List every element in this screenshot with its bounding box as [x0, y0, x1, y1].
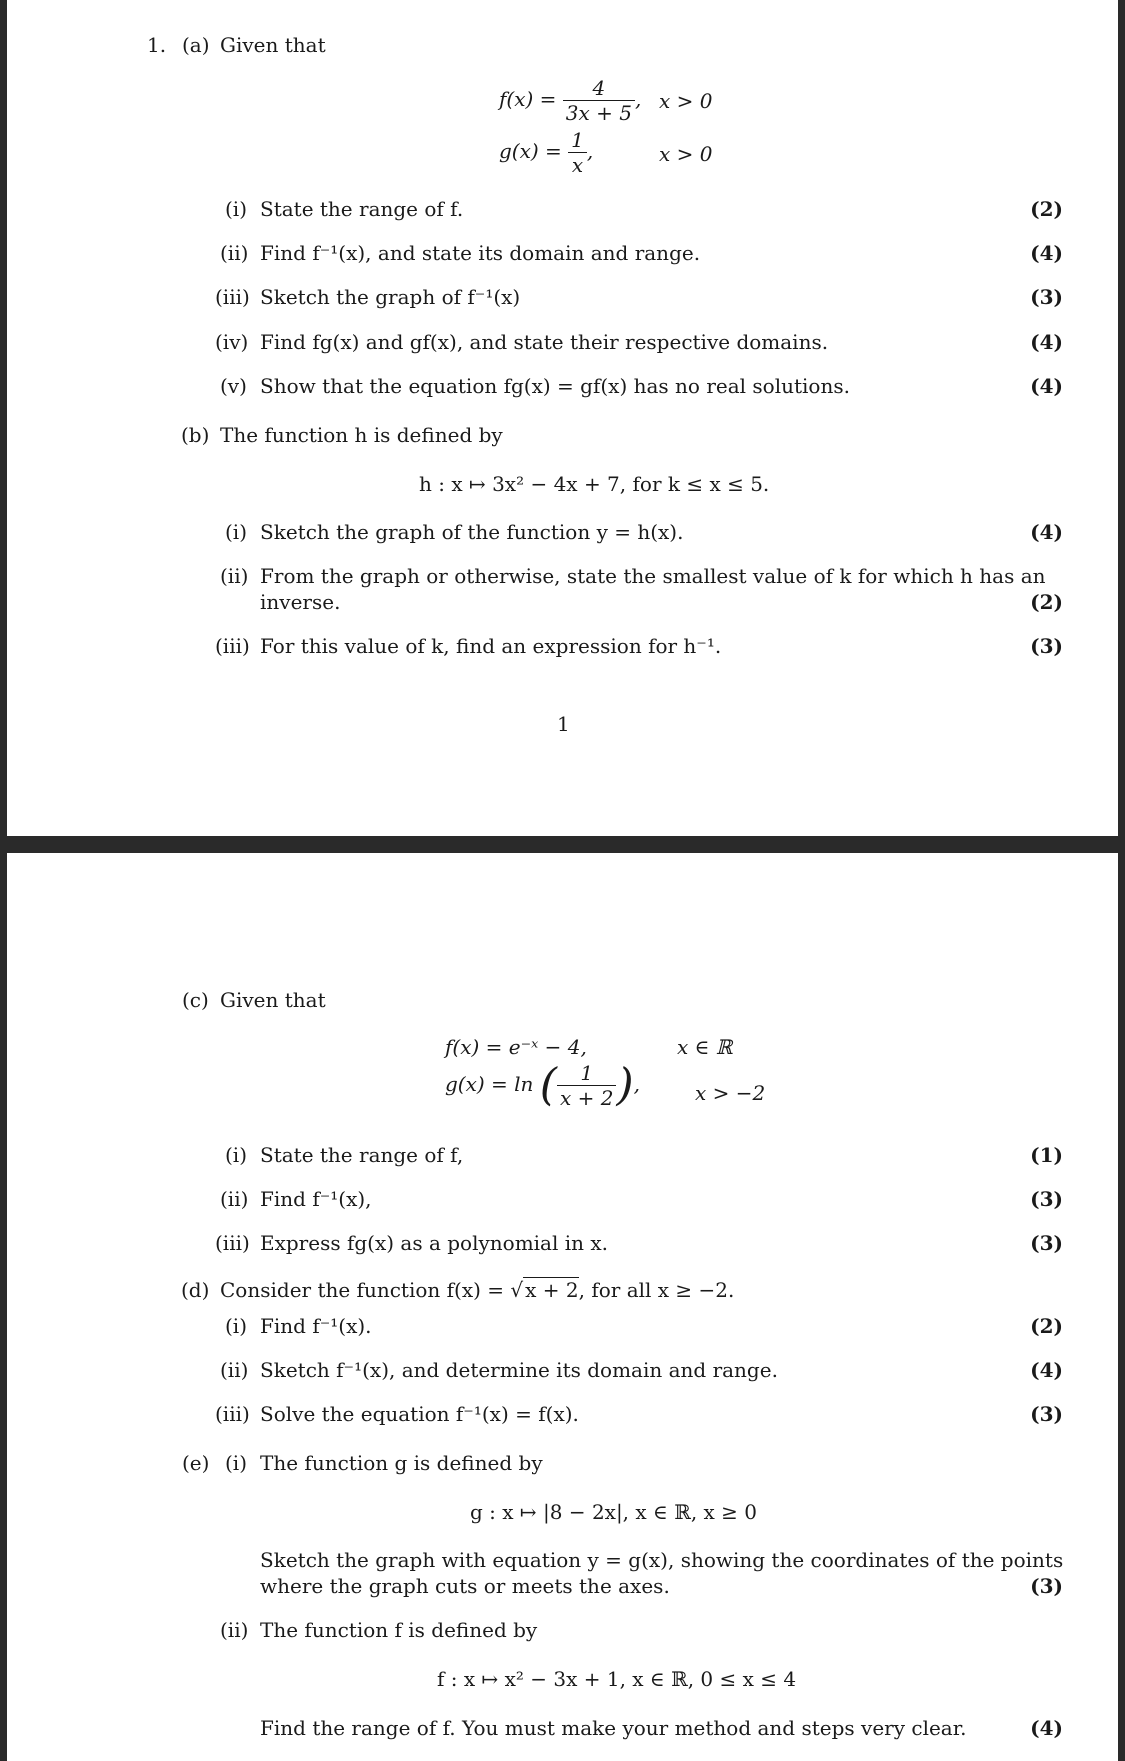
a-i-marks: (2) [1030, 197, 1063, 221]
f-definition: f(x) = $\frac{4}{3x + 5}$ , [499, 76, 642, 125]
a-iii-marks: (3) [1030, 285, 1063, 309]
a-v-marks: (4) [1030, 374, 1063, 398]
c-i-text: State the range of f, [260, 1143, 464, 1167]
b-ii-text-cont: inverse. [260, 590, 341, 614]
part-c-intro: Given that [220, 988, 326, 1012]
part-b-intro: The function h is defined by [220, 423, 503, 447]
c-i-num: (i) [225, 1143, 248, 1167]
question-number: 1. [147, 33, 167, 57]
c-f-definition: f(x) = e⁻ˣ − 4, [445, 1035, 587, 1059]
a-iv-text: Find fg(x) and gf(x), and state their respective domains. [260, 330, 829, 354]
d-i-num: (i) [225, 1314, 248, 1338]
d-iii-num: (iii) [215, 1402, 250, 1426]
document-page-2 [7, 853, 1118, 1761]
a-iv-num: (iv) [215, 330, 249, 354]
sqrt-argument: x + 2 [525, 1278, 579, 1302]
d-i-text: Find f⁻¹(x). [260, 1314, 372, 1338]
part-a-intro: Given that [220, 33, 326, 57]
g-definition: g(x) = $\frac{1}{x}$ , [499, 128, 594, 177]
part-e-label: (e) [182, 1451, 210, 1475]
b-iii-num: (iii) [215, 634, 250, 658]
c-f-condition: x ∈ ℝ [677, 1035, 733, 1059]
b-ii-marks: (2) [1030, 590, 1063, 614]
a-iii-text: Sketch the graph of f⁻¹(x) [260, 285, 521, 309]
a-i-num: (i) [225, 197, 248, 221]
a-iii-num: (iii) [215, 285, 250, 309]
b-ii-num: (ii) [220, 564, 249, 588]
f-condition: x > 0 [659, 89, 713, 113]
e-i-intro: The function g is defined by [260, 1451, 543, 1475]
f-fraction: $\frac{4}{3x + 5}$ [563, 76, 635, 125]
a-i-text: State the range of f. [260, 197, 464, 221]
a-ii-marks: (4) [1030, 241, 1063, 265]
d-ii-num: (ii) [220, 1358, 249, 1382]
b-ii-text: From the graph or otherwise, state the smallest value of k for which h has an [260, 564, 1046, 588]
g-fraction: $\frac{1}{x}$ [568, 128, 587, 177]
b-iii-text: For this value of k, find an expression for h⁻¹. [260, 634, 722, 658]
e-ii-text: Find the range of f. You must make your method and steps very clear. [260, 1716, 967, 1740]
part-c-label: (c) [182, 988, 209, 1012]
c-ii-text: Find f⁻¹(x), [260, 1187, 372, 1211]
document-page-1 [7, 0, 1118, 836]
c-i-marks: (1) [1030, 1143, 1063, 1167]
a-ii-text: Find f⁻¹(x), and state its domain and range. [260, 241, 701, 265]
e-ii-intro: The function f is defined by [260, 1618, 538, 1642]
e-i-num: (i) [225, 1451, 248, 1475]
d-iii-marks: (3) [1030, 1402, 1063, 1426]
part-d-label: (d) [181, 1278, 210, 1302]
c-iii-num: (iii) [215, 1231, 250, 1255]
e-i-text-line1: Sketch the graph with equation y = g(x), showing the coordinates of the points [260, 1548, 1064, 1572]
a-v-text: Show that the equation fg(x) = gf(x) has no real solutions. [260, 374, 850, 398]
b-iii-marks: (3) [1030, 634, 1063, 658]
e-i-marks: (3) [1030, 1574, 1063, 1598]
part-a-label: (a) [182, 33, 210, 57]
c-g-definition: g(x) = ln ( $\frac{1}{x + 2}$ ), [445, 1059, 640, 1111]
d-i-marks: (2) [1030, 1314, 1063, 1338]
b-i-text: Sketch the graph of the function y = h(x). [260, 520, 684, 544]
d-iii-text: Solve the equation f⁻¹(x) = f(x). [260, 1402, 579, 1426]
a-iv-marks: (4) [1030, 330, 1063, 354]
e-i-text-line2: where the graph cuts or meets the axes. [260, 1574, 670, 1598]
a-ii-num: (ii) [220, 241, 249, 265]
d-ii-marks: (4) [1030, 1358, 1063, 1382]
e-ii-marks: (4) [1030, 1716, 1063, 1740]
b-i-num: (i) [225, 520, 248, 544]
e-ii-num: (ii) [220, 1618, 249, 1642]
c-iii-text: Express fg(x) as a polynomial in x. [260, 1231, 609, 1255]
c-ii-num: (ii) [220, 1187, 249, 1211]
g-condition: x > 0 [659, 142, 713, 166]
e-g-definition: g : x ↦ |8 − 2x|, x ∈ ℝ, x ≥ 0 [470, 1500, 758, 1524]
h-definition: h : x ↦ 3x² − 4x + 7, for k ≤ x ≤ 5. [419, 472, 770, 496]
c-g-fraction: $\frac{1}{x + 2}$ [557, 1061, 616, 1110]
c-ii-marks: (3) [1030, 1187, 1063, 1211]
page-number: 1 [557, 712, 570, 736]
part-d-intro: Consider the function f(x) = √ x + 2, for all x ≥ −2. [220, 1278, 735, 1302]
part-b-label: (b) [181, 423, 210, 447]
e-f-definition: f : x ↦ x² − 3x + 1, x ∈ ℝ, 0 ≤ x ≤ 4 [437, 1667, 797, 1691]
d-ii-text: Sketch f⁻¹(x), and determine its domain and range. [260, 1358, 778, 1382]
c-g-condition: x > −2 [695, 1081, 766, 1105]
a-v-num: (v) [220, 374, 247, 398]
b-i-marks: (4) [1030, 520, 1063, 544]
c-iii-marks: (3) [1030, 1231, 1063, 1255]
